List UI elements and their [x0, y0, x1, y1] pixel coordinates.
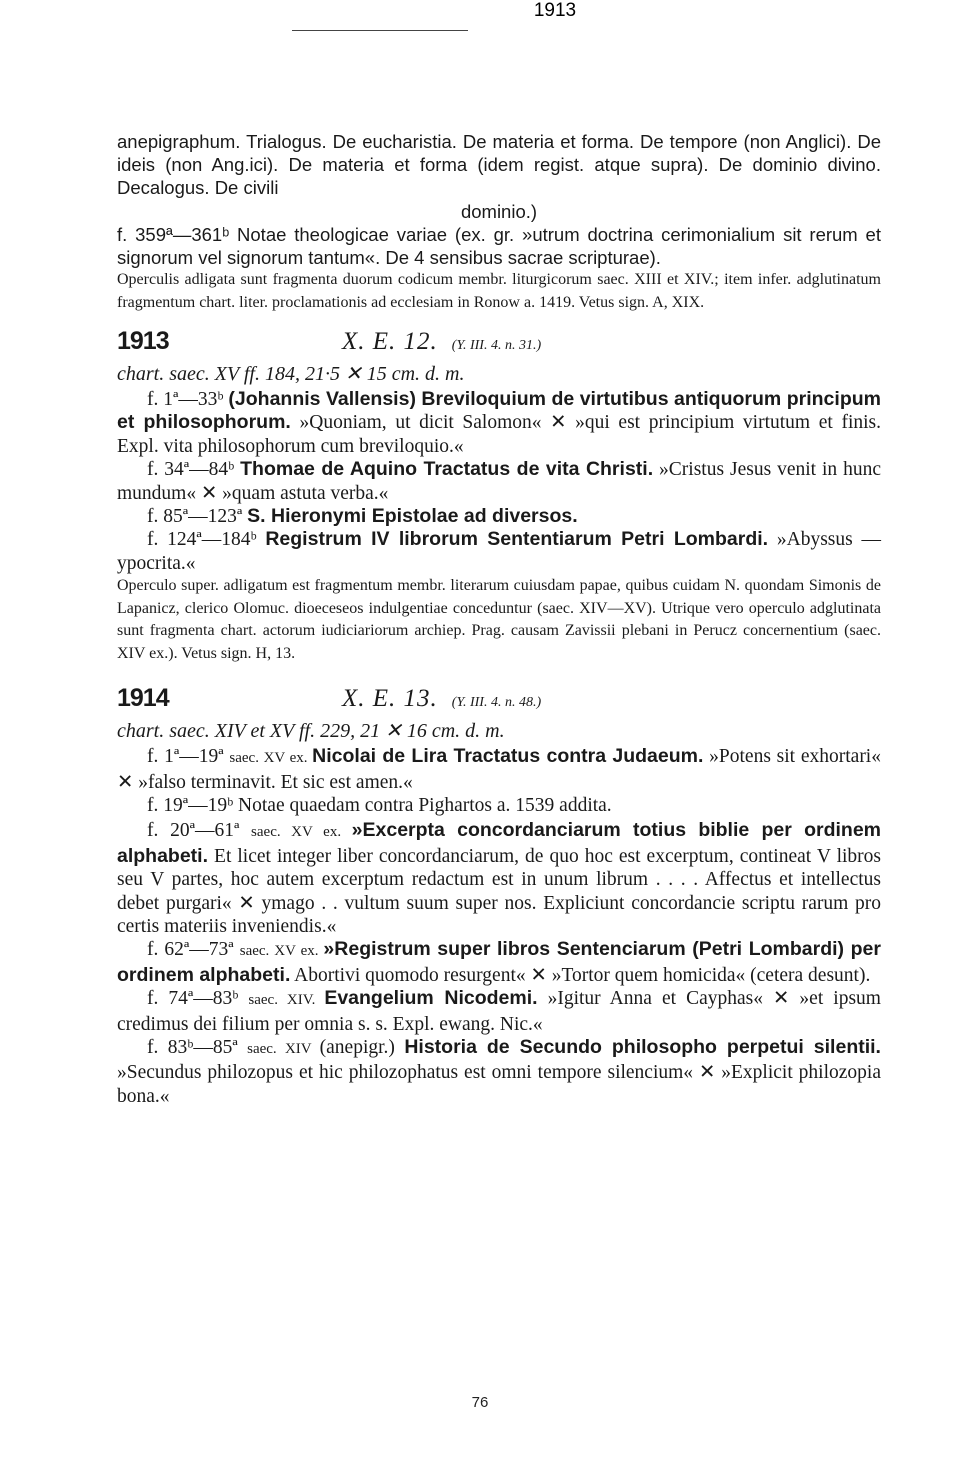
entry-description: chart. saec. XV ff. 184, 21·5 ✕ 15 cm. d. m.	[117, 362, 465, 385]
page-number: 76	[471, 1394, 489, 1411]
prev-entry-notes: f. 359ª—361ᵇ Notae theologicae variae (ex. gr. »utrum doctrina cerimonialium sit rerum et signorum vel signorum tantum«. De 4 sensibus sacrae scripturae).	[117, 223, 881, 269]
item-title: »Excerpta concordanciarum totius biblie per ordinem alphabeti.	[117, 819, 881, 867]
entry-number: 1913	[117, 327, 169, 356]
page-body	[117, 78, 881, 1108]
item-folio: f. 1ª—19ª	[147, 746, 230, 768]
item	[117, 458, 881, 505]
item-title: »Registrum super libros Sentenciarum (Petri Lombardi) per ordinem alphabeti.	[117, 938, 881, 986]
item-incipit: »Igitur Anna et Cayphas« ✕ »et ipsum credimus dei filium per omnia s. s. Expl. ewang. Nic.«	[117, 988, 881, 1035]
item-incipit: »Quoniam, ut dicit Salomon« ✕ »qui est principium virtutum et finis. Expl. vita philosophorum cum breviloquio.«	[117, 412, 881, 457]
item	[117, 505, 881, 528]
prev-entry-end: dominio.)	[460, 200, 538, 222]
item-folio: f. 19ª—19ᵇ	[147, 794, 239, 816]
item-date: saec. XV ex.	[251, 824, 352, 841]
item-incipit: Abortivi quomodo resurgent« ✕ »Tortor quem homicida« (cetera desunt).	[290, 964, 871, 986]
item-incipit: »Cristus Jesus venit in hunc mundum« ✕ »quam astuta verba.«	[117, 459, 881, 504]
item	[117, 819, 881, 938]
item-incipit: »Secundus philozopus et hic philozophatus est omni tempore silencium« ✕ »Explicit philozopia bona.«	[117, 1062, 881, 1107]
item	[117, 528, 881, 575]
old-signature: (Y. III. 4. n. 31.)	[451, 338, 542, 354]
entry-items-1914	[117, 745, 881, 1108]
entry-header-1913	[117, 327, 881, 357]
item-title: Registrum IV librorum Sententiarum Petri Lombardi.	[265, 528, 769, 551]
item-date: saec. XV ex.	[229, 750, 313, 767]
item	[117, 938, 881, 987]
item-folio: f. 74ª—83ᵇ	[147, 988, 249, 1010]
entry-items-1913	[117, 388, 881, 575]
old-signature: (Y. III. 4. n. 48.)	[451, 695, 542, 711]
prev-entry-text	[117, 130, 881, 200]
entry-binding-note: Operculo super. adligatum est fragmentum membr. literarum cuiusdam papae, quibus cuidam N. quondam Simonis de Lapanicz, clerico Olomuc. dioeceseos indulgentiae conceduntur (saec. XIV—XV). Utrique vero operculo adglutinata sunt fragmenta chart. actorum iudiciariorum archiep. Prag. causam Zavissii plebani in Perucz concernentium (saec. XIV ex.). Vetus sign. H, 13.	[117, 577, 881, 662]
item	[117, 1036, 881, 1108]
signature-text: X. E. 13.	[342, 685, 438, 713]
entry-number: 1914	[117, 684, 169, 713]
item-note: (anepigr.)	[319, 1036, 405, 1058]
prev-entry-binding-note: Operculis adligata sunt fragmenta duorum codicum membr. liturgicorum saec. XIII et XIV.; item infer. adglutinatum fragmentum chart. liter. proclamationis ad ecclesiam in Ronow a. 1419. Vetus sign. A, XIX.	[117, 271, 881, 311]
item-folio: f. 20ª—61ª	[147, 820, 252, 842]
item-incipit: Notae quaedam contra Pighartos a. 1539 addita.	[238, 794, 612, 816]
signature-text: X. E. 12.	[342, 328, 438, 356]
item-incipit: Et licet integer liber concordanciarum, de quo hoc est excerptum, contineat V libros seu V partes, hoc autem excerptum redactum est in unum librum . . . . Affectus et intellectus debet purgari« ✕ ymago . . vultum suum super nos. Expliciunt concordancie scriptu rarum pro certis materiis inveniendis.«	[117, 845, 881, 937]
item-title: Evangelium Nicodemi.	[324, 987, 538, 1010]
item	[117, 987, 881, 1036]
item-title: Thomae de Aquino Tractatus de vita Christi.	[240, 458, 654, 481]
entry-signature	[342, 330, 541, 357]
item-folio: f. 62ª—73ª	[147, 939, 240, 961]
item-title: Historia de Secundo philosopho perpetui silentii.	[404, 1035, 881, 1058]
item-title: (Johannis Vallensis) Breviloquium de virtutibus antiquorum principum et philosophorum.	[117, 388, 881, 434]
item	[117, 794, 881, 819]
item	[117, 388, 881, 458]
item-incipit: »Potens sit exhortari« ✕ »falso terminavit. Et sic est amen.«	[117, 746, 881, 793]
prev-entry-line: anepigraphum. Trialogus. De eucharistia. De materia et forma. De tempore (non Anglici). De ideis (non Ang.ici). De materia et forma (idem regist. atque supra). De dominio divino. Decalogus. De civili	[117, 131, 881, 199]
item-folio: f. 124ª—184ᵇ	[147, 529, 266, 551]
item	[117, 745, 881, 794]
item-folio: f. 34ª—84ᵇ	[147, 459, 241, 481]
running-head-text: 1913	[533, 0, 577, 21]
item-folio: f. 83ᵇ—85ª	[147, 1036, 248, 1058]
entry-description: chart. saec. XIV et XV ff. 229, 21 ✕ 16 cm. d. m.	[117, 719, 505, 742]
entry-header-1914	[117, 684, 881, 714]
item-title: Nicolai de Lira Tractatus contra Judaeum.	[312, 745, 704, 768]
running-head	[0, 0, 960, 28]
entry-signature	[342, 687, 541, 714]
item-folio: f. 85ª—123ª	[147, 506, 248, 528]
item-date: saec. XIV.	[248, 992, 325, 1009]
head-rule	[292, 30, 468, 31]
item-title: S. Hieronymi Epistolae ad diversos.	[247, 505, 578, 528]
item-folio: f. 1ª—33ᵇ	[147, 389, 229, 411]
item-date: saec. XV ex.	[239, 943, 324, 960]
item-date: saec. XIV	[247, 1040, 320, 1057]
item-incipit: »Abyssus — ypocrita.«	[117, 529, 881, 574]
